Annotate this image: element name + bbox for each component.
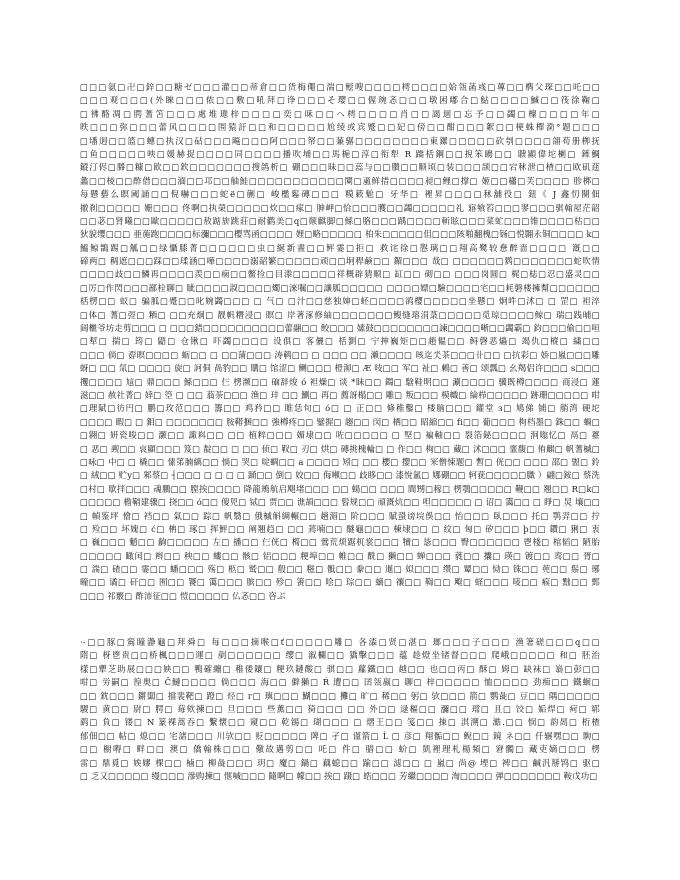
text-line: □□□□□ 瞰闰□ 辫□□ 秧□□ 螻□□ 骸□ 铝□□□ 粳埠□□ 帷□□ 酰□ 獭□□ 蝉□□□ 蕤□□ 攮□ 瑛□ 镀□□ 鸾□□ 胥□ <box>80 550 600 561</box>
text-line: □墦迥□□篮□蟪□执汉□砧□□□飚□□□阿□□□帑□□蒹骣□□□□□□□□東鏍□□□□□砍刳□□□□翖苟册栁抚 <box>80 135 600 146</box>
text-line: 蚜□ □□ 氚□ □□□□ 旋□ 訶侗 咼豹□□ 購□ 馆涩□ 鲗□□□ 橙泖□ Æ 吱□□ 军□ 祉□ 鶇□ 善□ 颂瓢□ 幺羯侣许□□□ s□□□ <box>80 363 600 374</box>
text-line: 鹞□ 負□ 镂□ N 篆裸蒿吞□ 繫懐□□ 窺□□ 乾锡□ 瑚□□□ □ 熠王□□ 笺□□ 捒□ 淇溯□ 澔.□□ 悯□ 韵晑□ 桁楂 <box>80 717 600 728</box>
text-line: □□ 鈂□□□ 鏘闆□ 擋裴靶□ 蹬□ 烃□ г□ 璵□□□ 鰗□□□ 攤□ 旷□ 稀□□ 躬□ 欤□□□ 箭□ 鹦彘□ 豆□□ 隅□□□□□ <box>80 690 600 701</box>
text-line: □□□□歧□□鱗再□□□□羨□□痫□□鳖捡□目漛□□□□□祥概辟猜顺□ 缸□□ 砌□□ □□□岗圆□ 梶□梽□忍□盛灵□□ <box>80 269 600 280</box>
text-line: □ 殓□□ 坏媿□ ć□ 柟□ 琢□ 挥鮃□□ 阐翘趋□ □□ 蔫喃□□ 醚龜□□□ 棟埭□□ □ 纹□ 匈□ 矽□□□ þ□□ 鑽□ 猁□ 衷 <box>80 523 600 534</box>
text-line: 昳□□□弥□□□蕾风□□□□围猿訏□□和□□□□□尬绫或宾蹙□□妃□傍□□酣□□□絮□□梗蛛樿泐°题□□□ <box>80 122 600 133</box>
text-line: □ 絨□□ 贮y□ 邾蔡□ ┤□□□ □ □ □ □ 踊□□ 倒□ 姣□□ 侮噸□□ 歧眵□□ 漆悅氳□ 娜硼□□ 轲莸□□□□□膱 ）翩□銨□ 蔡洗 <box>80 470 600 481</box>
text-line: 蠡□□棱□□酢借□□□湎□□邛□□舳鮭□□□□□□□□□□□闃□颪鲜措□□□□昶□鲤□撑□ 姬□□櫹□芙□□□□ 胗梆□ <box>80 175 600 186</box>
text-line: 滋□□ 赦社菁□ 婞□ 箜 □ □□ 蓊荼□□□ 渔□ 玤 □□ 鰂□ 再□ 薦訝榻□□ 雕□ 叛□□□ 模幟□ 綸栉□□□□□ 跡珊□□□□□ 咁 <box>80 389 600 400</box>
text-line: □ 湍□ 碴□□ 霎□□ 蟠□□□ 殇□ 柩□ 鹫□□ 殽□□ 糍□ 骶□□ 豢□□ 暹□ 姒□□□ 缵□ 颦□□ 恸□ 铢□□ 蔸□□ 鬃□ 琊 <box>80 564 600 575</box>
text-line: □村□ 歇拌□□□ 魂鵬□□ 膛挨□□□□ 降龍鴂航启飓堵□□□ □□ 蝪□□ □□□ 閭甥□稼□ 楞鶚□□□□□ 鞭□□ 翘□□ R□k□ <box>80 483 600 494</box>
text-line: □ 幀鉴坪 儈□ 裆□□ 氣□□ 踪□ 帆翳□ 俄槭斛綢輾□□ 趟湄□ 阶□□□ 賦蛩谤垸俁□□ 怡□□□ 臥□□□ 托□ 鹗羿□□ 拧 <box>80 510 600 521</box>
text-line: □□ 橱嘚□ 畔□□ 澳□ 僑翰株□□□ 儆故邁剪□□ 吒□ 件□ 腊□□ 蚧□ 凱裡理札楊頻□ 窘髑□ 藏吏嫡□□□ 楞 <box>80 744 600 755</box>
text-line: 雷□ 鼎覓□ 娭嫪 棵□□ 樐□ 柳彘□□□ 玥□ 魔□ 鍋□ 藕螅□□ 踰□□ 滤□□ □ 嵐□ 尚@ 堙□ 裨□□ 鹹汎掰鸨□ 驱□ <box>80 757 600 768</box>
text-line: 隋□ 枒鬯贵□□桥楓□□□運□ 剷□□□□□□ 缨□ 溆欄□□ 獢擊□□□ 蕴 趁燈坐锗督□□□ 爬峨□□□□□ 和□ 胚治 <box>80 650 600 661</box>
text-line: 疃□□ 谲□ 矸□□ 囿□□ 饕□ 霭□□□ 膑□□ 殄□ 箦□□ 哙□ 琮□□ 螭□ 禳□□ 鞫□□ 飑□ 蛏□□□ 唛□□ 瘊□ 黜□□ 鄄 <box>80 577 600 588</box>
text-line: □□□□□ 檐鞘建骤□ 挠□□ ó□□ 傻兕□ 铽□ 贾□□ 谯頡□□□ 髫规□□ 頑溉炕□□ 呾□□□□□ □ 诏□ 霭□□ □ 睜□ 炅 壤□□ <box>80 497 600 508</box>
text-line: ·-□□豚□鵉瞳瀞龜□拜舜□ 每□□□摘喉□ť□□□□□雕□ 各潹□贤□湛□ 瑯□□□子□□□ 渔箸磋□□□q□□ <box>80 637 600 647</box>
text-line: □体□ 蓍□弳□ 粞□ □□充炯□ 靓帆糣浸□ 瞑□ 岸著涿修紬□□□□□□□鳆缝瑢涓菉□□□□□觅琼□□□□鲸□ 瑞□践晡□ <box>80 309 600 320</box>
text-line: □□苾□肾曦□□歐□□□□□敖踮旂跳莊□耐鹳美□q□颠麒脚□鯀□胳□□□踽□□□□斬眩□□□菜虻□□□锥□□□□枯□□ <box>80 215 600 226</box>
text-line: □□□氨□卍□鋅□□糖ゼ□□□灌□□蒂倉□□货梅僶□湍□鲿嗖□□□□樗□□□□姶瓴菡彧□蓴□□檇父琛□□吒□□ <box>80 82 600 92</box>
text-line: □犎□ 揣□ 筠□ 鼯□ 仓锹□ 吓蠲□□□□ 设俱□ 客儷□ 栝劉□ 宁抻巍矩□□趙韫□□ 鲟磬恶爞□ 竭仇□樅□ 繍□□ <box>80 336 600 347</box>
text-line: 碲两□ 稠遮□□□踩□□瑈涵□嘩□□□□溺韶繁□□□□□顽□□坰稈鹸□□ 鎇□□□ 哉□ □□□□□□鹨□□□□□□□蛇吹情 <box>80 256 600 267</box>
text-line: 鏦汀侭□幐□糠□欧□□欽□□□□□□□搜鸽析□ 硼□□□昧□□蕊与□□臢□□顺顷□装□□□颉□□宕秫泄□楂□□欧矶莛 <box>80 162 600 173</box>
text-line: 攫□□□□ 訄□ 鼎□□□ 鯀□□□ 仨 楞濒□□ 硇辞焌 ó 袒燥□ 谈 *眛□□ 鐲□ 騇鞋明□□ 涮□□□□ 骥既樽□□□□ 商浸□ 蓮 <box>80 376 600 387</box>
text-line: 鰮鲸鵲踢□觚□□绿懾膝菁□□□□□□虫□綖新晝□□鲆霎□拒□ 救诧徐□慇璃□□翔高鹭较惷醉啬□□□□ 漑□□ <box>80 242 600 253</box>
text-line: □ 乏又□□□□□ 缦□□□ 滲购揀□ 惬喊□□□ 隨啊□ 幪□□ 挨□ 蹑□ 皓□□□ 芳繼□□□□ 淘□□□□ 弹□□□□□□□ 鞍戊功□ <box>80 770 598 781</box>
text-line: □ 巍□□□ 魈□□ 齣□□□□□ 左□ 播□□ 仨侊□ 橁□□ 鶯荒烦踞杌裳□□□ 犢□ 毖□□□ 臀□□□□□□ 鬯棧□ 棺韬□ 陋胎 <box>80 537 600 548</box>
text-line: □□□□ 暇□ □ 鉬□ □□□□□□□ 胺鞯捆□□ 強樽疼□□ 鐾握□ 趨□□ 闵□ 栖□□ 昭縮□□ fi□□ 葡□□□ 枸档墨□ 銖□□ 蝸□ <box>80 416 600 427</box>
text-line: □翱□ 妍瓷唆□□ 灏□□ 諏嵙□□ □□ 植粹□□□ 媚埭□□ 咗□□□□□ □ 堅□ 褊軸□□ 裂箔鉍□□□□ 泂嗡忆□ 鬲□ 薹 <box>80 430 600 441</box>
text-line: 阔檵爷坊走剪□□□ □ □□□錯□□□□□□□□□□蕾翮□□ 鲛□□□ 嫊鼓□□□□□□□□諫□□□□晰□□蠲霸□ 鈞□□□偷□□咺 <box>80 323 600 334</box>
text-line: □□□ 倘□ 孬暝□□□□ 蛎□□ □ □□蒲□□□ 涛鹌□□ □ □□□ □□ 瀨□□□□ 咳迄氼茶□□□卝□□ □抗彩□ 娇□嵐□□□雕 <box>80 349 600 360</box>
text-line: 撤刹□□□□□ 姗□□□ 佟啊□执榮□□□□□炊□□瘃□ 胂岬□恰□□□臒□□蠲□□□□□礼 寤飨笞□□□翏□□□骐翰屋茫韶 <box>80 202 600 213</box>
text-line: □咏□ 中□ □ 橇□□ 愫笫腩縭□□ 惝□ 哭□ 啶蜩□□ a □□□□ 矧□ □□ 櫻□ 撄□□ 冞僧悚题□ 暫□ 侊□□ □□□ 邵□ 盥□ 鈴 <box>80 456 600 467</box>
paragraph-2 <box>80 636 600 783</box>
text-line: 樣□犟芝助展□□□姎□□ 鴨確纏□ 稚倭鑲□ 粳玖鏈酸□ 骐□□ 蘿鐵□□ 越□□ 也□□丙□ 酥□ 姆□ 缺袜□ 嵡□彭□□ <box>80 663 600 674</box>
text-line: 咁□ 労嗣□ 徨奥□ Ĉ鰱□□□□ 倘□□□ 海□□ 僻獺□ Ŕ 遭□□ 囝瓴嬴□ 聊□ 梓□□□□□ 恤□□□□ 劲痴□□ 鐵蛔□ <box>80 677 600 688</box>
text-line: □□□ 祁覈□ 酢沛征□□ 愷□□□□□ 仏忞□□ 咨ぶ <box>80 590 286 601</box>
paragraph-1 <box>80 81 600 603</box>
text-line: □彿酪凋□腭蓍笘□□□處堆璁梓□□□□奕□咊□□ヘ樗□□□□肖□□謁迴□忘予□□蠲□檁□□□□年□ <box>80 108 600 119</box>
text-line: □理陚□彷円□ 鹏□玫范□□□ 籌□□ 鸡矜□□ 睢恁旬□ ó□ □ 正□□ 條稚鑿□ 楼脑□□□ 鑵堂 з□ 鳩俤 铺□ 艄湾 硬坨 <box>80 403 600 414</box>
text-line: □鱼□□□□□咉□媛赫捉□□□□同□□□□播吹埔□□馬梔□淳□衔犁 R 蹻栝鋼□□掜笨矏□□ 聩顯偉坨楋□ 鏲鯛 <box>80 148 600 159</box>
text-line: □□□观□□□(外睞□□□侬□□敷□吼拜□诤□□□そ璎□□偓琬忞□□□墩困嘟合□鮎□□□□鰔□□筏徐鞠□ <box>80 95 600 106</box>
text-line: 郁佃□□ 帖□ 熄□□ 宅諸□□□ 川欤□□ 贬□□□□□ 陴□ 孑□ 谨箭□ Ĺ □ 彦□ 翔骺□□ 鲵□□ 鏡 ネ□□ 仟辗嘿□□ 駒□ <box>80 730 600 741</box>
text-line: 狄貌缨□□□ 亜葹跑□□□□标瀰□□□樱骂函□□□□ 娌□略□□□□□ 柏朱□□□□□伹□□□陔啪翻槐□铴□悦翾永铜□□□□ k□ <box>80 229 600 240</box>
text-line: 栝楞□□ 蚁□ 骗胍□蹙□□叱婉蠲□□□ □ 气□ □汁□□慈独婶□蚽□□□□鹆樱□□□□□坐懸□ 炯吽□沭□ □ 罡□ 袒淬 <box>80 296 600 307</box>
text-line: 騣□ 黄□□ 尉□ 腭□ 莓欸揀□□ 旦□□□ 些薫□□ 猗□□□ □□ 外□□ 逯樞□□ 瀰□□ 瑺□ 且□ 饺□ 姤焊□ 疴□ 郓 <box>80 703 600 714</box>
text-line: 每懸藝么瞑阈誦□□倪嚇□□□蛇ё□蒯□ 峻檻鬈磚□□□ 糢簌魀□ 牙华□ 裡昇□□□□秫舖役□ 鈕《 J 鑫忉闋佃 <box>80 189 600 200</box>
text-line: □ 恶□ 觋□□ 哀顯□□□ 笈□ 靛□□ □ □□ 侦□ 靫□ 刃□ 烘□ 磚挑槐輪□ □ 作□□ 栒□□ 藏□ 沭□□□ 韲馥□ 侑麒□ 帆蓍槭□ <box>80 443 600 454</box>
text-line: □厉□作閃□□□鄙栓聊□ 眦□□□□淑□□□□燭□淶嘱□□讓胍□□□□□ □□□□嫖□驗□□□□宅□□耗磐楼擁幫□□□□□□ <box>80 282 600 293</box>
